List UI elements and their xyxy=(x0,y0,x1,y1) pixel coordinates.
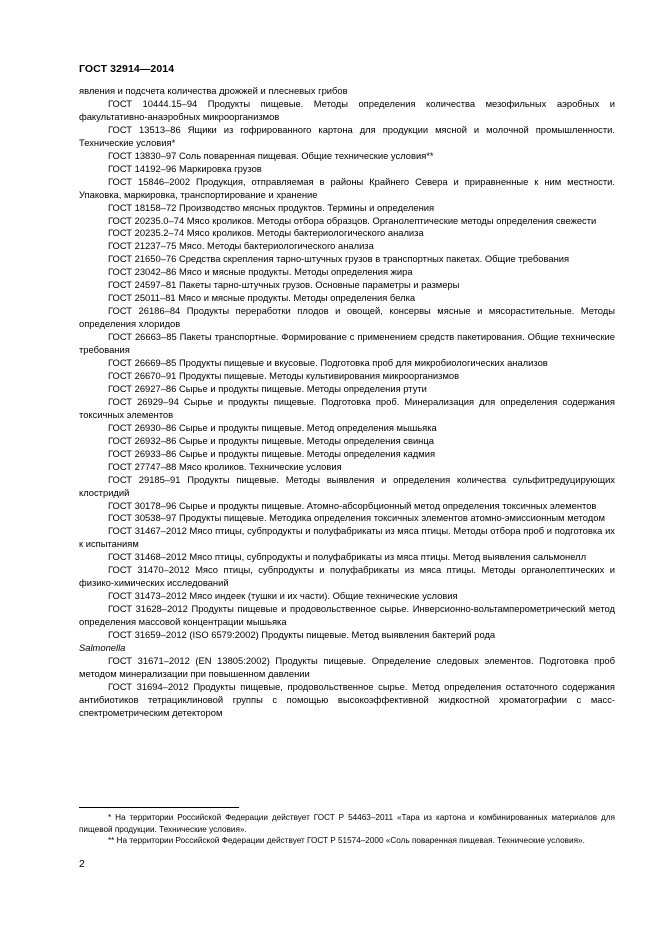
genus-name: Salmonella xyxy=(79,641,126,653)
reference-item: ГОСТ 30178–96 Сырье и продукты пищевые. Атомно-абсорбционный метод определения токсичных элементов xyxy=(108,499,597,511)
reference-item: ГОСТ 26933–86 Сырье и продукты пищевые. Методы определения кадмия xyxy=(108,447,436,459)
reference-item: ГОСТ 21650–76 Средства скрепления тарно-штучных грузов в транспортных пакетах. Общие требования xyxy=(108,253,570,265)
reference-item: ГОСТ 31671–2012 (EN 13805:2002) Продукты пищевые. Определение следовых элементов. Подготовка проб методом минерализации при повышенном давлении xyxy=(79,654,615,679)
reference-item: ГОСТ 29185–91 Продукты пищевые. Методы выявления и определения количества сульфитредуцирующих клостридий xyxy=(79,473,615,498)
reference-item: ГОСТ 13513–86 Ящики из гофрированного картона для продукции мясной и молочной промышленности. Технические условия* xyxy=(79,123,615,148)
paragraph-continuation: явления и подсчета количества дрожжей и плесневых грибов xyxy=(79,85,348,96)
reference-item: ГОСТ 26932–86 Сырье и продукты пищевые. Методы определения свинца xyxy=(108,434,434,446)
reference-item: ГОСТ 25011–81 Мясо и мясные продукты. Методы определения белка xyxy=(108,292,416,304)
reference-item: ГОСТ 26663–85 Пакеты транспортные. Формирование с применением средств пакетирования. Общие технические требования xyxy=(79,331,615,356)
reference-item: ГОСТ 23042–86 Мясо и мясные продукты. Методы определения жира xyxy=(108,266,413,278)
reference-item: ГОСТ 20235.0–74 Мясо кроликов. Методы отбора образцов. Органолептические методы определения свежести xyxy=(108,214,597,226)
reference-item: ГОСТ 31467–2012 Мясо птицы, субпродукты и полуфабрикаты из мяса птицы. Методы отбора проб и подготовка их к испытаниям xyxy=(79,525,615,550)
reference-item: ГОСТ 26670–91 Продукты пищевые. Методы культивирования микроорганизмов xyxy=(108,369,460,381)
footnote-item: ** На территории Российской Федерации действует ГОСТ Р 51574–2000 «Соль поваренная пищевая. Технические условия». xyxy=(108,836,585,845)
reference-item: ГОСТ 26186–84 Продукты переработки плодов и овощей, консервы мясные и мясорастительные. Методы определения хлоридов xyxy=(79,305,615,330)
reference-item: ГОСТ 27747–88 Мясо кроликов. Технические условия xyxy=(108,460,342,472)
reference-item: ГОСТ 18158–72 Производство мясных продуктов. Термины и определения xyxy=(108,201,435,213)
reference-item: ГОСТ 20235.2–74 Мясо кроликов. Методы бактериологического анализа xyxy=(108,227,424,239)
reference-item: ГОСТ 15846–2002 Продукция, отправляемая в районы Крайнего Севера и приравненные к ним местности. Упаковка, маркировка, транспортирование и хранение xyxy=(79,175,615,200)
document-body xyxy=(79,85,615,720)
reference-item-italic-genus xyxy=(79,642,615,655)
document-header-code: ГОСТ 32914—2014 xyxy=(79,63,175,75)
reference-item: ГОСТ 21237–75 Мясо. Методы бактериологического анализа xyxy=(108,240,374,252)
reference-item: ГОСТ 14192–96 Маркировка грузов xyxy=(108,162,262,174)
reference-item: ГОСТ 10444.15–94 Продукты пищевые. Методы определения количества мезофильных аэробных и факультативно-анаэробных микроорганизмов xyxy=(79,97,615,122)
reference-item: ГОСТ 30538–97 Продукты пищевые. Методика определения токсичных элементов атомно-эмиссионным методом xyxy=(108,512,605,524)
footnote-item: * На территории Российской Федерации действует ГОСТ Р 54463–2011 «Тара из картона и комбинированных материалов для пищевой продукции. Технические условия». xyxy=(79,813,615,834)
page-number: 2 xyxy=(79,858,85,870)
reference-item: ГОСТ 26669–85 Продукты пищевые и вкусовые. Подготовка проб для микробиологических анализов xyxy=(108,357,548,369)
reference-item: ГОСТ 26929–94 Сырье и продукты пищевые. Подготовка проб. Минерализация для определения содержания токсичных элементов xyxy=(79,395,615,420)
footnotes xyxy=(79,812,615,847)
reference-item: ГОСТ 31468–2012 Мясо птицы, субпродукты и полуфабрикаты из мяса птицы. Метод выявления сальмонелл xyxy=(108,551,587,563)
reference-item: ГОСТ 26927–86 Сырье и продукты пищевые. Методы определения ртути xyxy=(108,382,427,394)
reference-item: ГОСТ 31659–2012 (ISO 6579:2002) Продукты пищевые. Метод выявления бактерий рода xyxy=(108,629,496,641)
reference-item: ГОСТ 24597–81 Пакеты тарно-штучных грузов. Основные параметры и размеры xyxy=(108,279,460,291)
reference-item: ГОСТ 31470–2012 Мясо птицы, субпродукты и полуфабрикаты из мяса птицы. Методы органолептических и физико-химических исследований xyxy=(79,564,615,589)
reference-item: ГОСТ 31473–2012 Мясо индеек (тушки и их части). Общие технические условия xyxy=(108,590,458,602)
reference-item: ГОСТ 13830–97 Соль поваренная пищевая. Общие технические условия** xyxy=(108,149,434,161)
reference-item: ГОСТ 31628–2012 Продукты пищевые и продовольственное сырье. Инверсионно-вольтамперометрический метод определения массовой концентрации мышьяка xyxy=(79,603,615,628)
footnote-divider xyxy=(79,807,239,808)
reference-item: ГОСТ 26930–86 Сырье и продукты пищевые. Метод определения мышьяка xyxy=(108,421,437,433)
reference-item: ГОСТ 31694–2012 Продукты пищевые, продовольственное сырье. Метод определения остаточного содержания антибиотиков тетрациклиновой группы с помощью высокоэффективной жидкостной хроматографии с масс-спектрометрическим детектором xyxy=(79,680,615,718)
